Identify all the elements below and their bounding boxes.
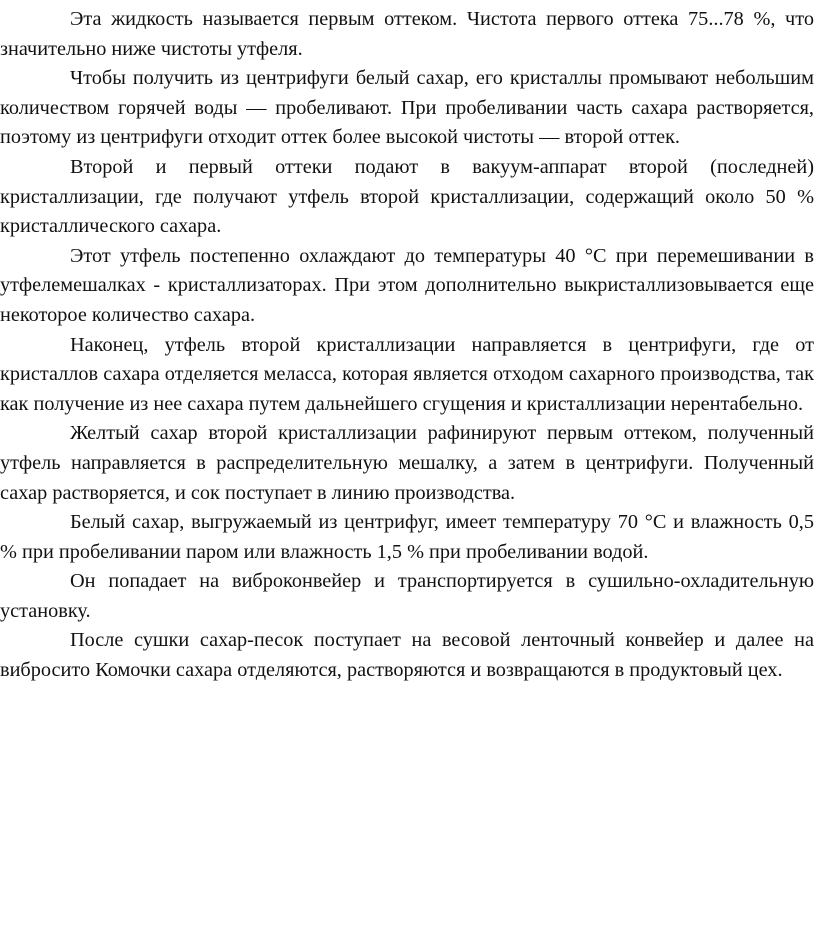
paragraph-drying: После сушки сахар-песок поступает на весовой ленточный конвейер и далее на вибросито Комочки сахара отделяются, растворяются и возвращаются в продуктовый цех. (0, 629, 814, 682)
paragraph-second-crystallization: Второй и первый оттеки подают в вакуум-аппарат второй (последней) кристаллизации, где получают утфель второй кристаллизации, содержащий около 50 % кристаллического сахара. (0, 155, 814, 238)
paragraph-molasses-separation: Наконец, утфель второй кристаллизации направляется в центрифуги, где от кристаллов сахара отделяется меласса, которая является отходом сахарного производства, так как получение из нее сахара путем дальнейшего сгущения и кристаллизации нерентабельно. (0, 333, 814, 415)
paragraph-first-molasses: Эта жидкость называется первым оттеком. Чистота первого оттека 75...78 %, что значительно ниже чистоты утфеля. (0, 8, 814, 60)
paragraph-whitening: Чтобы получить из центрифуги белый сахар, его кристаллы промывают небольшим количеством горячей воды — пробеливают. При пробеливании часть сахара растворяется, поэтому из центрифуги отходит оттек более высокой чистоты — второй оттек. (0, 67, 814, 149)
paragraph-cooling: Этот утфель постепенно охлаждают до температуры 40 °С при перемешивании в утфелемешалках - кристаллизаторах. При этом дополнительно выкристаллизовывается еще некоторое количество сахара. (0, 244, 814, 326)
paragraph-vibroconveyor: Он попадает на виброконвейер и транспортируется в сушильно-охладительную установку. (0, 570, 814, 622)
paragraph-yellow-sugar: Желтый сахар второй кристаллизации рафинируют первым оттеком, полученный утфель направляется в распределительную мешалку, а затем в центрифуги. Полученный сахар растворяется, и сок поступает в линию производства. (0, 422, 814, 504)
paragraph-white-sugar: Белый сахар, выгружаемый из центрифуг, имеет температуру 70 °С и влажность 0,5 % при пробеливании паром или влажность 1,5 % при пробеливании водой. (0, 511, 814, 563)
